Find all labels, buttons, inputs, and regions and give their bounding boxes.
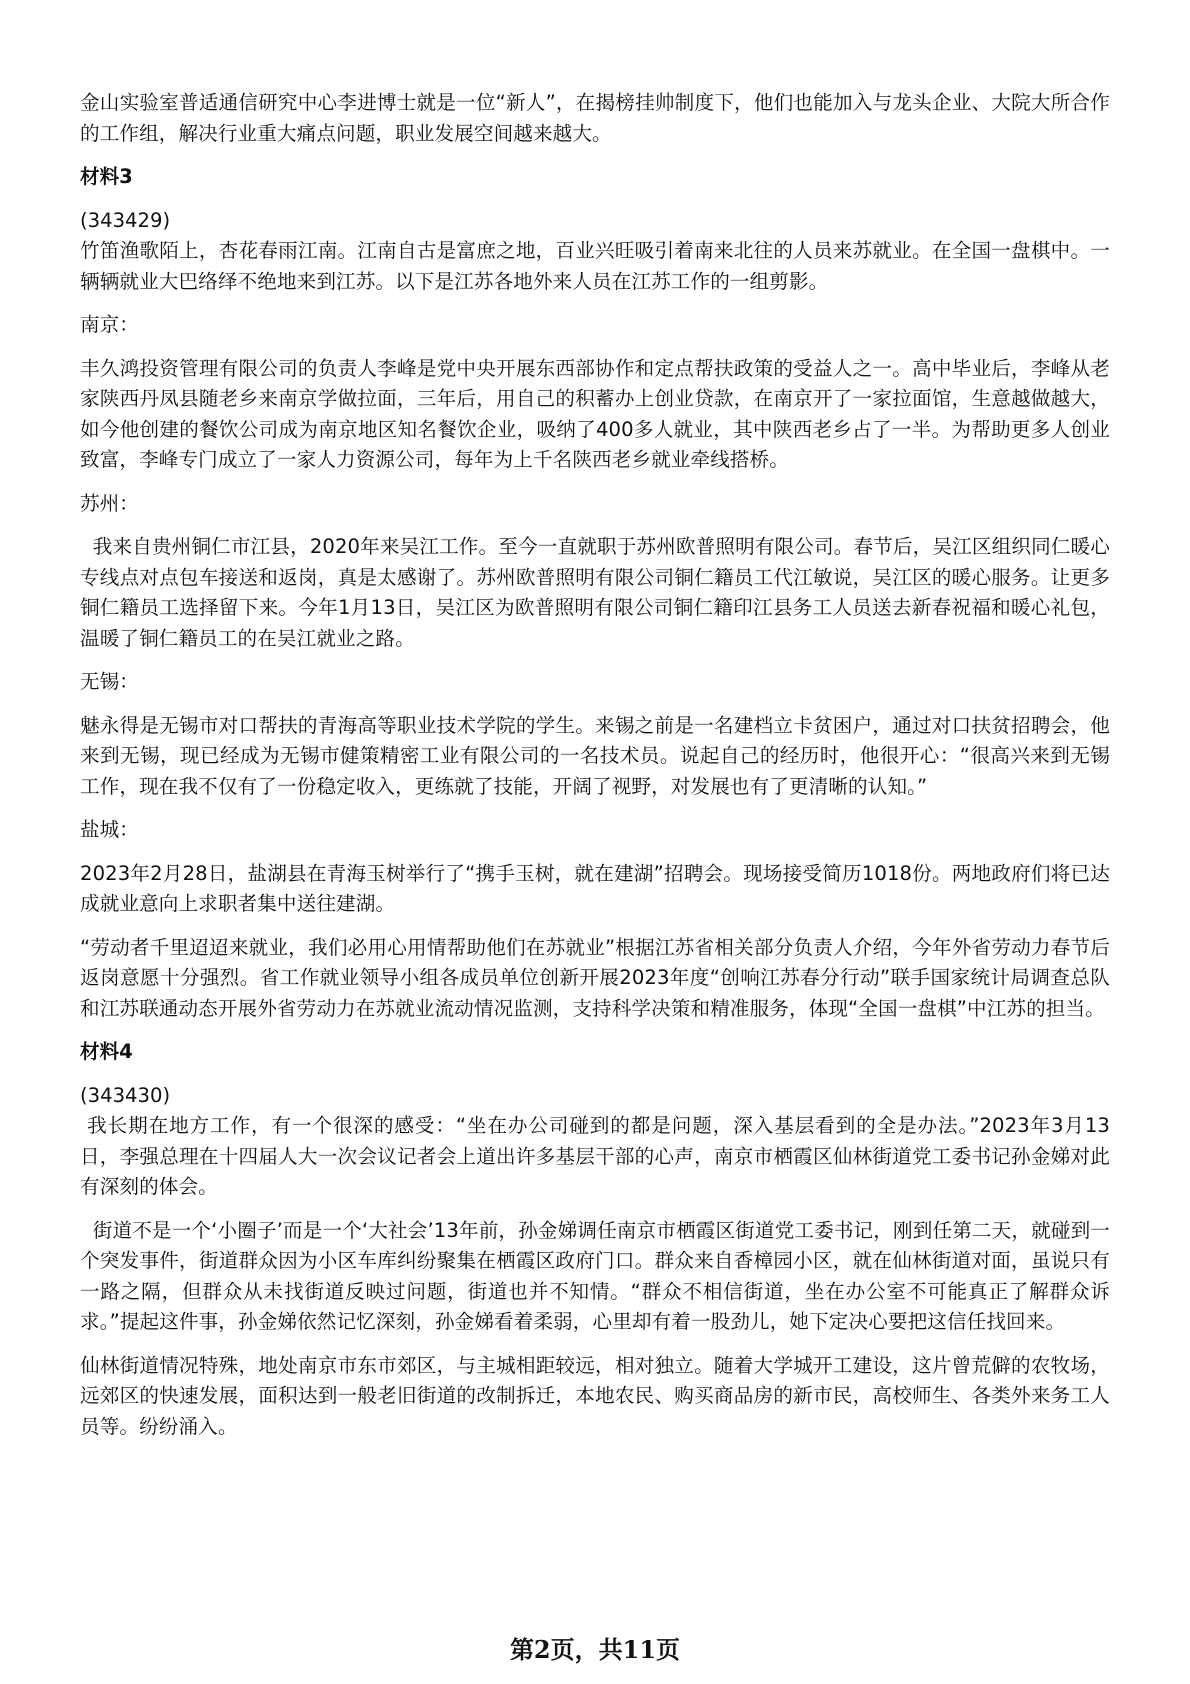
paragraph-xianlin: 仙林街道情况特殊，地处南京市东市郊区，与主城相距较远，相对独立。随着大学城开工建设，这片曾荒僻的农牧场，远郊区的快速发展，面积达到一般老旧街道的改制拆迁，本地农民、购买商品房的新市民，高校师生、各类外来务工人员等。纷纷涌入。 — [80, 1353, 1110, 1438]
material-3-heading: 材料3 — [80, 165, 133, 188]
paragraph-street-community: 街道不是一个‘小圈子’而是一个‘大社会’13年前，孙金娣调任南京市栖霞区街道党工委书记，刚到任第二天，就碰到一个突发事件，街道群众因为小区车库纠纷聚集在栖霞区政府门口。群众来自香樟园小区，就在仙林街道对面，虽说只有一路之隔，但群众从未找街道反映过问题，街道也并不知情。“群众不相信街道，坐在办公室不可能真正了解群众诉求。”提起这件事，孙金娣依然记忆深刻，孙金娣看着柔弱，心里却有着一股劲儿，她下定决心要把这信任找回来。 — [80, 1218, 1110, 1333]
material-3-code: (343429) — [80, 208, 171, 232]
paragraph-jiangsu-summary: “劳动者千里迢迢来就业，我们必用心用情帮助他们在苏就业”根据江苏省相关部分负责人介绍，今年外省劳动力春节后返岗意愿十分强烈。省工作就业领导小组各成员单位创新开展2023年度“创响江苏春分行动”联手国家统计局调查总队和江苏联通动态开展外省劳动力在苏就业流动情况监测，支持科学决策和精准服务，体现“全国一盘棋”中江苏的担当。 — [80, 935, 1110, 1020]
material-4-heading: 材料4 — [80, 1040, 133, 1063]
paragraph-suzhou: 我来自贵州铜仁市江县，2020年来吴江工作。至今一直就职于苏州欧普照明有限公司。春节后，吴江区组织同仁暖心专线点对点包车接送和返岗，真是太感谢了。苏州欧普照明有限公司铜仁籍员工代江敏说，吴江区的暖心服务。让更多铜仁籍员工选择留下来。今年1月13日，吴江区为欧普照明有限公司铜仁籍印江县务工人员送去新春祝福和暖心礼包，温暖了铜仁籍员工的在吴江就业之路。 — [80, 535, 1110, 650]
document-body — [80, 88, 1110, 1455]
city-label-wuxi: 无锡： — [80, 670, 139, 693]
city-label-nanjing: 南京： — [80, 313, 139, 336]
paragraph-nanjing: 丰久鸿投资管理有限公司的负责人李峰是党中央开展东西部协作和定点帮扶政策的受益人之一。高中毕业后，李峰从老家陕西丹凤县随老乡来南京学做拉面，三年后，用自己的积蓄办上创业贷款，在南京开了一家拉面馆，生意越做越大，如今他创建的餐饮公司成为南京地区知名餐饮企业，吸纳了400多人就业，其中陕西老乡占了一半。为帮助更多人创业致富，李峰专门成立了一家人力资源公司，每年为上千名陕西老乡就业牵线搭桥。 — [80, 356, 1110, 471]
material-3-intro: 竹笛渔歌陌上，杏花春雨江南。江南自古是富庶之地，百业兴旺吸引着南来北往的人员来苏就业。在全国一盘棋中。一辆辆就业大巴络绎不绝地来到江苏。以下是江苏各地外来人员在江苏工作的一组剪影。 — [80, 239, 1110, 293]
material-4-intro: 我长期在地方工作，有一个很深的感受：“坐在办公司碰到的都是问题，深入基层看到的全是办法。”2023年3月13日，李强总理在十四届人大一次会议记者会上道出许多基层干部的心声，南京市栖霞区仙林街道党工委书记孙金娣对此有深刻的体会。 — [80, 1114, 1110, 1198]
city-label-yancheng: 盐城： — [80, 818, 139, 841]
page-number-footer: 第2页，共11页 — [509, 1635, 681, 1664]
paragraph-intro-continued: 金山实验室普适通信研究中心李进博士就是一位“新人”，在揭榜挂帅制度下，他们也能加入与龙头企业、大院大所合作的工作组，解决行业重大痛点问题，职业发展空间越来越大。 — [80, 91, 1110, 145]
paragraph-yancheng: 2023年2月28日，盐湖县在青海玉树举行了“携手玉树，就在建湖”招聘会。现场接受简历1018份。两地政府们将已达成就业意向上求职者集中送往建湖。 — [80, 861, 1110, 915]
material-4-code: (343430) — [80, 1083, 171, 1107]
city-label-suzhou: 苏州： — [80, 491, 139, 515]
paragraph-wuxi: 魅永得是无锡市对口帮扶的青海高等职业技术学院的学生。来锡之前是一名建档立卡贫困户，通过对口扶贫招聘会，他来到无锡，现已经成为无锡市健策精密工业有限公司的一名技术员。说起自己的经历时，他很开心：“很高兴来到无锡工作，现在我不仅有了一份稳定收入，更练就了技能，开阔了视野，对发展也有了更清晰的认知。” — [80, 713, 1110, 798]
